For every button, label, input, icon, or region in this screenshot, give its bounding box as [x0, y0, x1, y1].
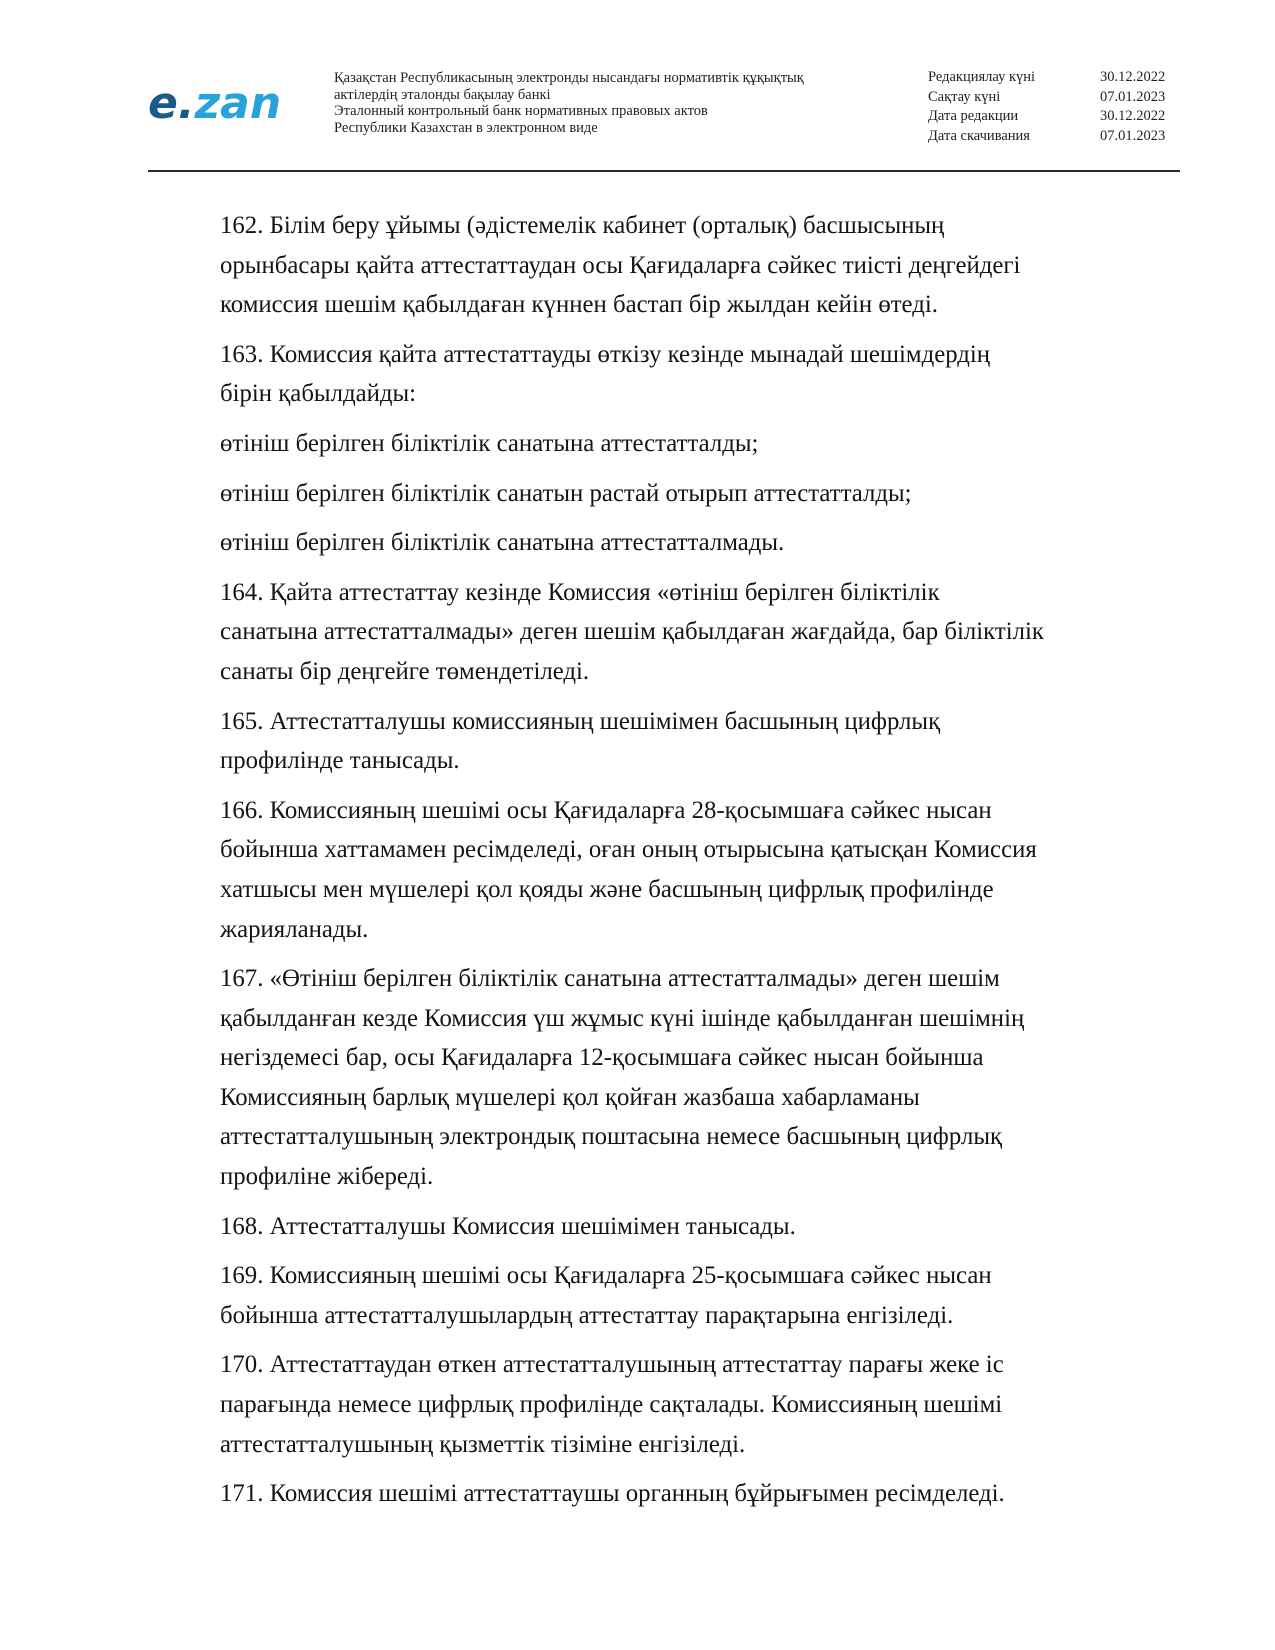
- text-line: өтініш берілген біліктілік санатына аттестатталмады.: [220, 529, 785, 557]
- text-line: комиссия шешім қабылдаған күннен бастап бір жылдан кейін өтеді.: [220, 291, 938, 319]
- bank-line: Қазақстан Республикасының электронды нысандағы нормативтік құқықтық: [334, 70, 804, 86]
- document-body: [148, 206, 1180, 1524]
- meta-value: 07.01.2023: [1100, 127, 1166, 144]
- document-dates: [928, 68, 1180, 146]
- meta-label: Дата скачивания: [928, 127, 1030, 144]
- paragraph-164: [148, 573, 1180, 692]
- header-divider: [148, 170, 1180, 172]
- text-line: 170. Аттестаттаудан өткен аттестатталушының аттестаттау парағы жеке іс: [220, 1351, 1004, 1379]
- ezan-logo: [148, 76, 298, 130]
- paragraph-170: [148, 1345, 1180, 1464]
- text-line: жарияланады.: [220, 915, 369, 943]
- meta-row-edit-date-kz: [928, 68, 1180, 88]
- logo-e: e: [148, 78, 178, 129]
- paragraph-167: [148, 959, 1180, 1197]
- text-line: өтініш берілген біліктілік санатын растай отырып аттестатталды;: [220, 479, 912, 507]
- text-line: 166. Комиссияның шешімі осы Қағидаларға 28-қосымшаға сәйкес нысан: [220, 796, 992, 824]
- text-line: профиліне жібереді.: [220, 1163, 434, 1191]
- bank-line: актілердің эталонды бақылау банкі: [334, 86, 551, 103]
- text-line: 162. Білім беру ұйымы (әдістемелік кабинет (орталық) басшысының: [220, 212, 945, 239]
- text-line: бірін қабылдайды:: [220, 380, 417, 408]
- text-line: бойынша хаттамамен ресімделеді, оған оның отырысына қатысқан Комиссия: [220, 836, 1037, 864]
- meta-label: Редакциялау күні: [928, 69, 1036, 85]
- meta-row-edit-date-ru: [928, 107, 1180, 127]
- logo-dot: .: [177, 78, 195, 129]
- text-line: аттестатталушының электрондық поштасына немесе басшының цифрлық: [220, 1123, 1003, 1151]
- text-line: 165. Аттестатталушы комиссияның шешімімен басшының цифрлық: [220, 707, 941, 735]
- text-line: негіздемесі бар, осы Қағидаларға 12-қосымшаға сәйкес нысан бойынша: [220, 1044, 984, 1072]
- list-item-attested-confirmed: [148, 474, 1180, 514]
- paragraph-165: [148, 702, 1180, 781]
- meta-row-download-date-ru: [928, 127, 1180, 147]
- bank-line: Эталонный контрольный банк нормативных правовых актов: [334, 103, 708, 119]
- ezan-logo-icon: [148, 76, 298, 130]
- text-line: 163. Комиссия қайта аттестаттауды өткізу кезінде мынадай шешімдердің: [220, 340, 991, 368]
- text-line: парағында немесе цифрлық профилінде сақталады. Комиссияның шешімі: [220, 1391, 1003, 1419]
- text-line: 168. Аттестатталушы Комиссия шешімімен танысады.: [220, 1212, 796, 1240]
- paragraph-162: [148, 206, 1180, 325]
- document-header: [148, 62, 1180, 170]
- text-line: қабылданған кезде Комиссия үш жұмыс күні ішінде қабылданған шешімнің: [220, 1004, 1025, 1032]
- meta-value: 30.12.2022: [1100, 108, 1166, 124]
- text-line: 167. «Өтініш берілген біліктілік санатына аттестатталмады» деген шешім: [220, 965, 1000, 993]
- text-line: профилінде танысады.: [220, 747, 460, 775]
- text-line: Комиссияның барлық мүшелері қол қойған жазбаша хабарламаны: [220, 1083, 920, 1111]
- paragraph-163: [148, 335, 1180, 414]
- meta-value: 07.01.2023: [1100, 88, 1166, 105]
- list-item-not-attested: [148, 523, 1180, 563]
- meta-row-save-date-kz: [928, 88, 1180, 108]
- bank-line: Республики Казахстан в электронном виде: [334, 119, 598, 136]
- text-line: 171. Комиссия шешімі аттестаттаушы органның бұйрығымен ресімделеді.: [220, 1480, 1005, 1508]
- text-line: 164. Қайта аттестаттау кезінде Комиссия «өтініш берілген біліктілік: [220, 578, 940, 606]
- text-line: орынбасары қайта аттестаттаудан осы Қағидаларға сәйкес тиісті деңгейдегі: [220, 251, 1021, 279]
- text-line: аттестатталушының қызметтік тізіміне енгізіледі.: [220, 1430, 746, 1458]
- paragraph-166: [148, 791, 1180, 949]
- text-line: санаты бір деңгейге төмендетіледі.: [220, 657, 590, 685]
- paragraph-171: [148, 1474, 1180, 1514]
- meta-label: Сақтау күні: [928, 88, 1001, 105]
- meta-value: 30.12.2022: [1100, 69, 1166, 85]
- text-line: 169. Комиссияның шешімі осы Қағидаларға 25-қосымшаға сәйкес нысан: [220, 1262, 992, 1290]
- meta-label: Дата редакции: [928, 108, 1019, 124]
- logo-zan: zan: [194, 78, 282, 129]
- text-line: хатшысы мен мүшелері қол қояды және басшының цифрлық профилінде: [220, 875, 994, 903]
- ezan-logo-text: [148, 78, 281, 129]
- bank-description: [334, 70, 894, 136]
- paragraph-169: [148, 1256, 1180, 1335]
- text-line: санатына аттестатталмады» деген шешім қабылдаған жағдайда, бар біліктілік: [220, 618, 1044, 646]
- list-item-attested: [148, 424, 1180, 464]
- text-line: өтініш берілген біліктілік санатына аттестатталды;: [220, 429, 759, 457]
- paragraph-168: [148, 1207, 1180, 1247]
- text-line: бойынша аттестатталушылардың аттестаттау парақтарына енгізіледі.: [220, 1301, 954, 1329]
